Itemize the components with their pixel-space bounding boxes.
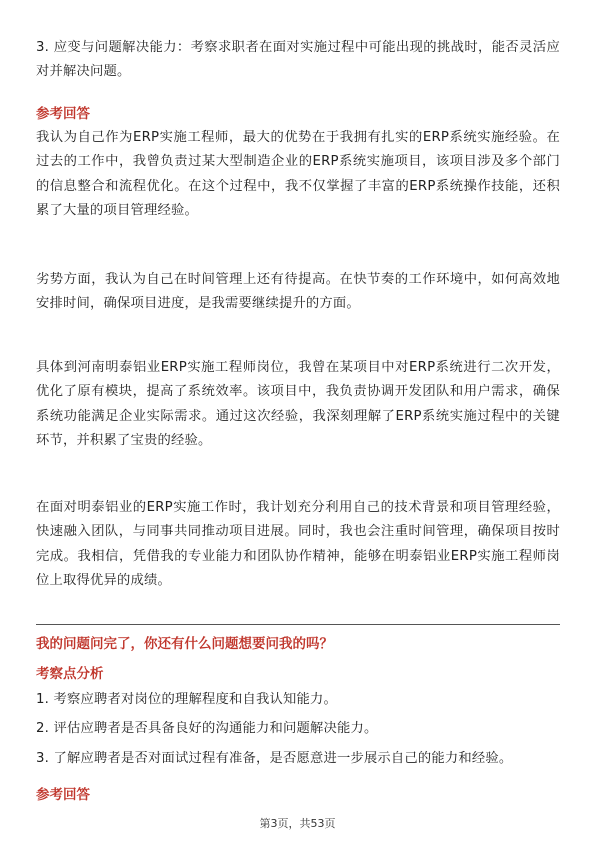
page-number: 第3页，共53页 [259, 817, 336, 830]
analysis-item: 1. 考察应聘者对岗位的理解程度和自我认知能力。 [36, 692, 337, 707]
answer-paragraph: 劣势方面，我认为自己在时间管理上还有待提高。在快节奏的工作环境中，如何高效地安排时间，确保项目进度，是我需要继续提升的方面。 [36, 272, 560, 312]
answer-paragraph: 我认为自己作为ERP实施工程师，最大的优势在于我拥有扎实的ERP系统实施经验。在过去的工作中，我曾负责过某大型制造企业的ERP系统实施项目，该项目涉及多个部门的信息整合和流程优化。在这个过程中，我不仅掌握了丰富的ERP系统操作技能，还积累了大量的项目管理经验。 [36, 130, 560, 219]
section-divider [36, 624, 560, 625]
analysis-item: 3. 了解应聘者是否对面试过程有准备，是否愿意进一步展示自己的能力和经验。 [36, 751, 513, 766]
answer-paragraph: 在面对明泰铝业的ERP实施工作时，我计划充分利用自己的技术背景和项目管理经验，快速融入团队，与同事共同推动项目进展。同时，我也会注重时间管理，确保项目按时完成。我相信，凭借我的专业能力和团队协作精神，能够在明泰铝业ERP实施工程师岗位上取得优异的成绩。 [36, 500, 560, 589]
analysis-item: 2. 评估应聘者是否具备良好的沟通能力和问题解决能力。 [36, 721, 378, 736]
intro-list-item: 3. 应变与问题解决能力：考察求职者在面对实施过程中可能出现的挑战时，能否灵活应对并解决问题。 [36, 40, 560, 80]
analysis-heading: 考察点分析 [36, 666, 104, 682]
question-heading: 我的问题问完了，你还有什么问题想要问我的吗？ [36, 636, 333, 652]
answer-paragraph: 具体到河南明泰铝业ERP实施工程师岗位，我曾在某项目中对ERP系统进行二次开发，优化了原有模块，提高了系统效率。该项目中，我负责协调开发团队和用户需求，确保系统功能满足企业实际需求。通过这次经验，我深刻理解了ERP系统实施过程中的关键环节，并积累了宝贵的经验。 [36, 360, 560, 449]
reference-answer-heading: 参考回答 [36, 106, 90, 122]
reference-answer-heading: 参考回答 [36, 787, 90, 803]
